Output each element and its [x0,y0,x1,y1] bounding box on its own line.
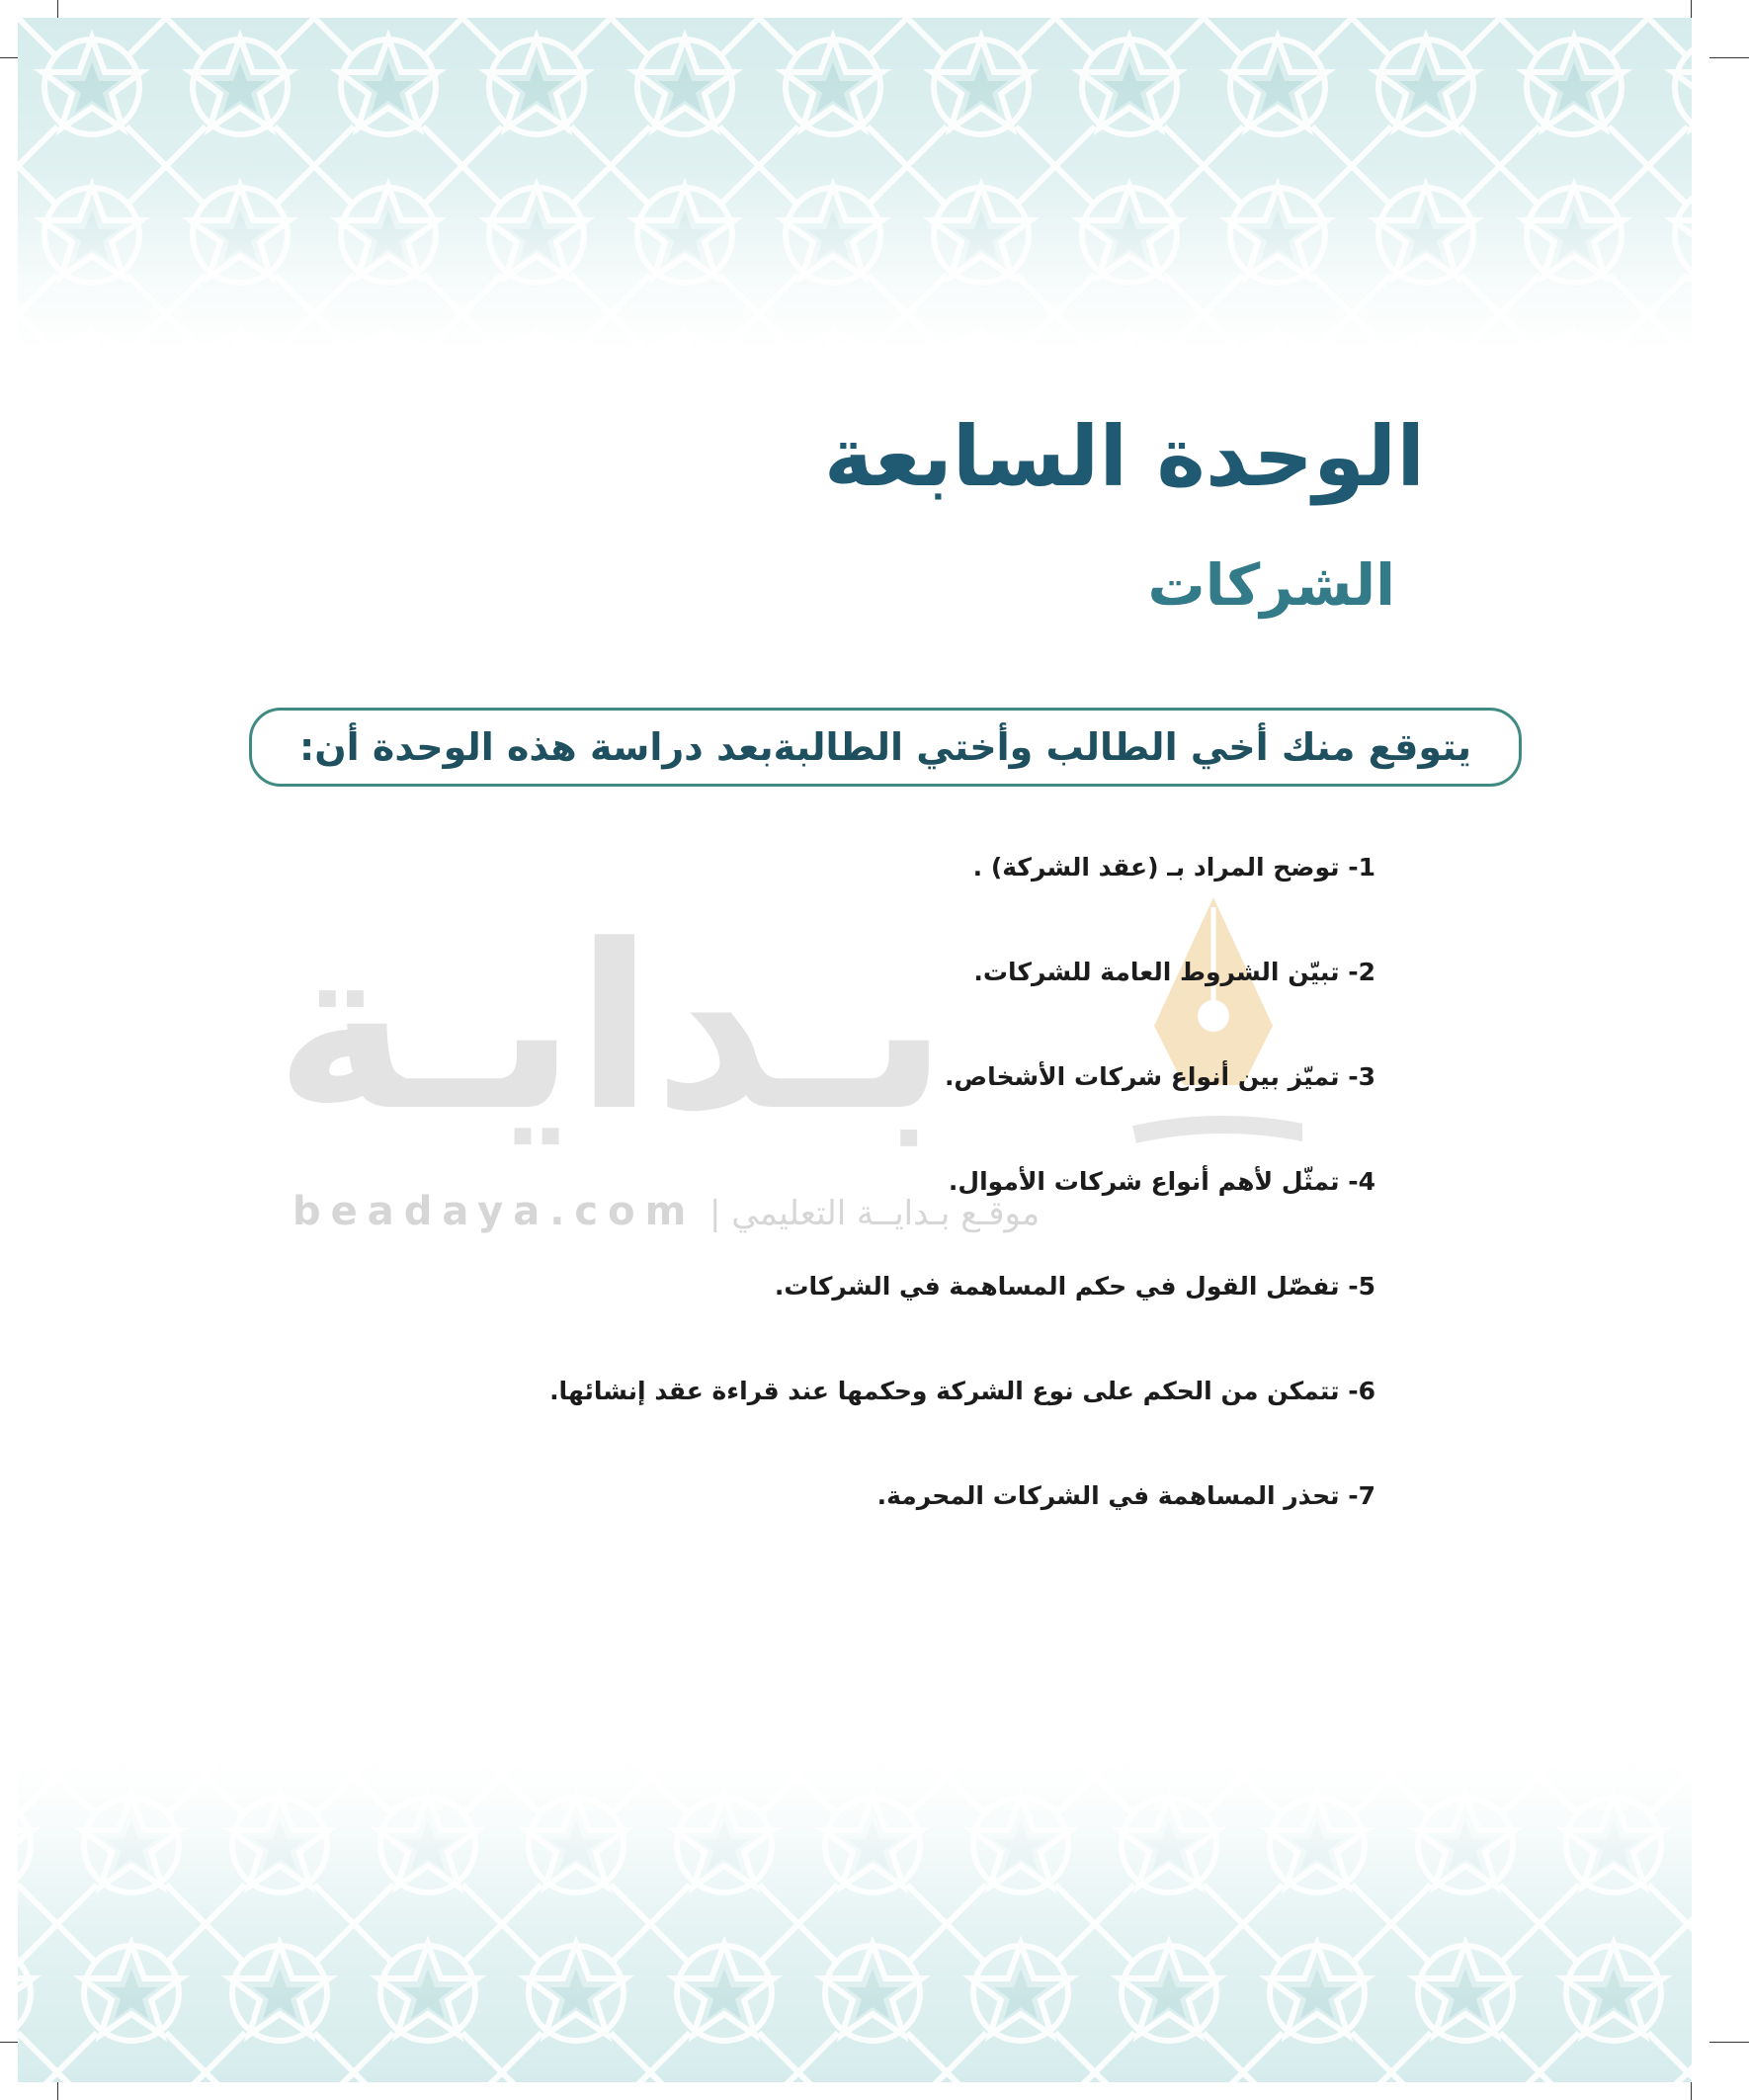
header-pattern-band [18,18,1692,354]
page [18,18,1692,2082]
objectives-intro-box [249,708,1522,787]
objective-item: 2- تبيّن الشروط العامة للشركات. [973,958,1375,986]
objective-item: 7- تحذر المساهمة في الشركات المحرمة. [876,1481,1375,1510]
objective-item: 4- تمثّل لأهم أنواع شركات الأموال. [948,1167,1375,1196]
objective-item: 5- تفصّل القول في حكم المساهمة في الشركات. [774,1272,1375,1301]
footer-fade [18,1756,1692,2082]
crop-mark-bottom-right-h [1709,2042,1749,2043]
page-subtitle: الشركات [1147,551,1395,619]
objective-item: 3- تميّز بين أنواع شركات الأشخاص. [944,1062,1375,1091]
header-fade [18,18,1692,354]
watermark-site: beadaya.com [292,1189,697,1234]
objective-item: 6- تتمكن من الحكم على نوع الشركة وحكمها عند قراءة عقد إنشائها. [549,1377,1375,1405]
crop-mark-top-right-h [1709,57,1749,58]
objective-item: 1- توضح المراد بـ (عقد الشركة) . [972,853,1375,882]
objectives-list [387,848,1375,1581]
watermark-logo-text: بـدايـة [275,897,949,1161]
objectives-intro-text: يتوقع منك أخي الطالب وأختي الطالبةبعد دراسة هذه الوحدة أن: [299,725,1472,769]
page-title: الوحدة السابعة [823,408,1425,505]
watermark-tagline: موقـع بـدايــة التعليمي | [709,1194,1041,1233]
footer-pattern-band [18,1756,1692,2082]
